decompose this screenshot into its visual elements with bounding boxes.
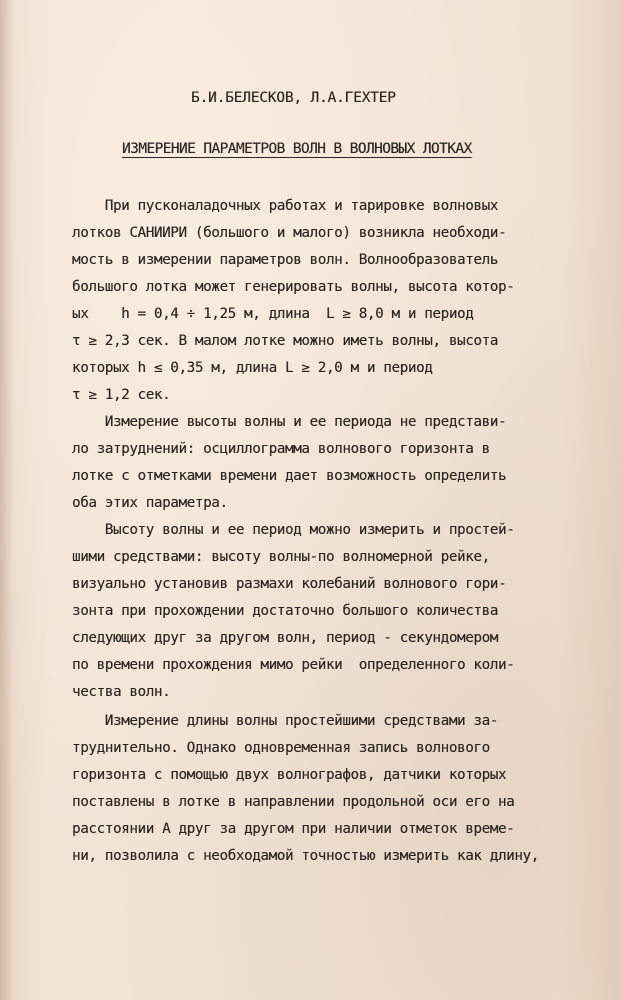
body-line: поставлены в лотке в направлении продольной оси его на	[72, 794, 515, 810]
body-line: ни, позволила с необходамой точностью измерить как длину,	[72, 848, 539, 864]
body-line: лотке с отметками времени дает возможность определить	[72, 468, 507, 484]
document-title: ИЗМЕРЕНИЕ ПАРАМЕТРОВ ВОЛН В ВОЛНОВЫХ ЛОТКАХ	[122, 141, 472, 157]
body-line: чества волн.	[72, 684, 171, 700]
body-line: τ ≥ 1,2 сек.	[72, 387, 171, 403]
body-line: которых h ≤ 0,35 м, длина L ≥ 2,0 м и период	[72, 360, 433, 376]
body-line: Измерение длины волны простейшими средствами за-	[72, 713, 498, 729]
body-line: ло затруднений: осциллограмма волнового горизонта в	[72, 441, 490, 457]
body-line: следующих друг за другом волн, период - секундомером	[72, 630, 498, 646]
body-line: шими средствами: высоту волны-по волномерной рейке,	[72, 549, 490, 565]
body-line: лотков САНИИРИ (большого и малого) возникла необходи-	[72, 225, 507, 241]
body-line: горизонта с помощью двух волнографов, датчики которых	[72, 767, 507, 783]
body-line: ых h = 0,4 ÷ 1,25 м, длина L ≥ 8,0 м и период	[72, 306, 474, 322]
body-line: зонта при прохождении достаточно большого количества	[72, 603, 498, 619]
body-line: мость в измерении параметров волн. Волнообразователь	[72, 252, 498, 268]
body-line: Высоту волны и ее период можно измерить и простей-	[72, 522, 515, 538]
authors-line: Б.И.БЕЛЕСКОВ, Л.А.ГЕХТЕР	[191, 90, 396, 106]
body-line: по времени прохождения мимо рейки определенного коли-	[72, 657, 515, 673]
body-line: τ ≥ 2,3 сек. В малом лотке можно иметь волны, высота	[72, 333, 498, 349]
body-line: Измерение высоты волны и ее периода не представи-	[72, 414, 507, 430]
body-line: При пусконаладочных работах и тарировке волновых	[72, 198, 498, 214]
body-line: большого лотка может генерировать волны, высота котор-	[72, 279, 515, 295]
body-line: оба этих параметра.	[72, 495, 228, 511]
body-line: визуально установив размахи колебаний волнового гори-	[72, 576, 507, 592]
body-line: расстоянии A друг за другом при наличии отметок време-	[72, 821, 515, 837]
body-line: труднительно. Однако одновременная запись волнового	[72, 740, 490, 756]
